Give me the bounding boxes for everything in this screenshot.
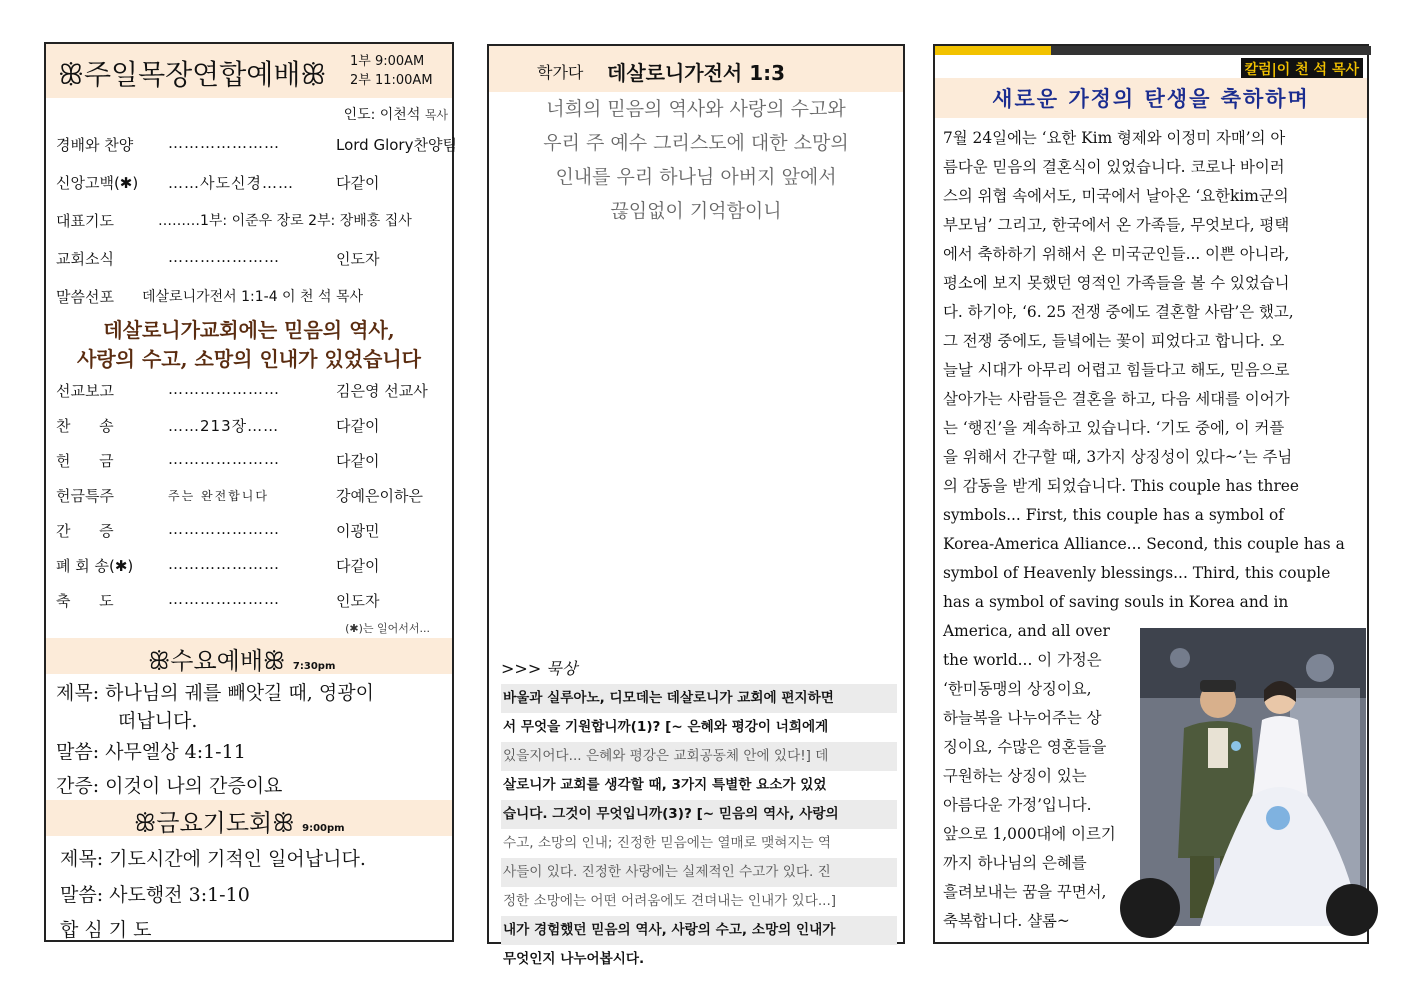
leader-title: 목사 [424,108,448,122]
order-item [56,282,448,310]
column-line: 름다운 믿음의 결혼식이 있었습니다. 코로나 바이러 [943,158,1285,176]
bible-study-panel [487,44,905,967]
column-line: the world... 이 가정은 [943,651,1102,669]
order-value: 인도자 [336,592,380,610]
friday-subject: 제목: 기도시간에 기적인 일어납니다. [60,848,366,870]
order-label: 경배와 찬양 [56,136,134,154]
column-line: 구원하는 상징이 있는 [943,767,1087,785]
time-first-service: 1부 9:00AM [350,54,425,69]
order-leader-dots: ………………… [168,134,280,152]
order-item [56,130,457,158]
column-line: 에서 축하하기 위해서 온 미국군인들... 이쁜 아니라, [943,245,1290,263]
meditation-line: 습니다. 그것이 무엇입니까(3)? [~ 믿음의 역사, 사랑의 [501,800,897,829]
wednesday-title-text: ꕥ수요예배ꕥ [148,647,286,675]
friday-title [134,803,345,838]
friday-scripture: 말씀: 사도행전 3:1-10 [60,884,250,906]
column-line: 하늘복을 나누어주는 상 [943,709,1102,727]
verse-line: 인내를 우리 하나님 아버지 앞에서 [555,166,837,188]
meditation-line: 바울과 실루아노, 디모데는 데살로니가 교회에 편지하면 [501,684,897,713]
column-line: symbols... First, this couple has a symbol of [943,506,1284,524]
leader-label: 인도: [343,107,376,123]
meditation-line: 정한 소망에는 어떤 어려움에도 견뎌내는 인내가 있다...] [503,893,837,909]
order-item [56,516,448,544]
wedding-couple-illustration [1140,628,1366,926]
order-label: 헌금특주 [56,487,114,505]
scripture-verse [489,92,903,228]
order-leader-dots: ………………… [168,248,280,266]
column-title: 새로운 가정의 탄생을 축하하며 [992,87,1310,111]
meditation-line: 있을지어다... 은혜와 평강은 교회공동체 안에 있다!] 데 [501,742,897,771]
order-value: 김은영 선교사 [336,382,428,400]
order-item [56,411,448,439]
column-line: 다. 하기야, ‘6. 25 전쟁 중에도 결혼할 사람’은 했고, [943,303,1294,321]
order-item [56,446,448,474]
offering-song: 주는 완전합니다 [168,489,269,503]
order-leader-dots: ………………… [168,380,280,398]
order-label: 헌 금 [56,452,114,470]
column-line: 7월 24일에는 ‘요한 Kim 형제와 이정미 자매’의 아 [943,129,1286,147]
column-line: 까지 하나님의 은혜를 [943,854,1087,872]
order-label: 찬 송 [56,417,114,435]
order-label: 축 도 [56,592,114,610]
wednesday-subject-cont: 떠납니다. [118,710,198,732]
meditation-text [501,684,897,974]
time-second-service: 2부 11:00AM [350,73,433,88]
meditation-line: 살로니가 교회를 생각할 때, 3가지 특별한 요소가 있었 [503,777,827,793]
column-line: 을 위해서 간구할 때, 3가지 상징성이 있다~’는 주님 [943,448,1293,466]
study-title: 데살로니가전서 1:3 [607,61,786,85]
column-line: 앞으로 1,000대에 이르기 [943,825,1116,843]
column-line: 부모님’ 그리고, 한국에서 온 가족들, 무엇보다, 평택 [943,216,1290,234]
wedding-photo [1140,628,1366,926]
wednesday-time: 7:30pm [292,661,336,672]
column-line: has a symbol of saving souls in Korea and in [943,593,1289,611]
order-value: 다같이 [336,174,380,192]
verse-line: 끊임없이 기억함이니 [610,200,782,222]
order-value: 다같이 [336,452,380,470]
column-line: 그 전쟁 중에도, 들녘에는 꽃이 피었다고 합니다. 오 [943,332,1285,350]
sunday-times [350,52,433,90]
order-value: 다같이 [336,557,380,575]
sunday-header [46,44,452,98]
friday-header [46,800,452,836]
column-line: 살아가는 사람들은 결혼을 하고, 다음 세대를 이어가 [943,390,1290,408]
accent-bar-dark [1051,46,1371,55]
wednesday-subject: 제목: 하나님의 궤를 빼앗길 때, 영광이 [56,682,374,704]
meditation-line: 사들이 있다. 진정한 사랑에는 실제적인 수고가 있다. 진 [501,858,897,887]
order-value: 다같이 [336,417,380,435]
order-item [56,376,448,404]
order-leader-dots: ……사도신경…… [168,174,294,192]
column-header [935,78,1367,118]
column-line: 축복합니다. 샬롬~ [943,912,1070,930]
order-label: 간 증 [56,522,114,540]
meditation-line: 서 무엇을 기원합니까(1)? [~ 은혜와 평강이 너희에게 [503,719,829,735]
verse-line: 우리 주 예수 그리스도에 대한 소망의 [543,132,849,154]
order-item [56,244,448,272]
standing-note: (✱)는 일어서서... [345,622,430,635]
leader-line [344,104,448,124]
meditation-line: 무엇인지 나누어봅시다. [503,951,645,967]
column-line: 평소에 보지 못했던 영적인 가족들을 볼 수 있었습니 [943,274,1290,292]
friday-title-text: ꕥ금요기도회ꕥ [134,809,295,837]
order-label: 신앙고백(✱) [56,174,139,192]
order-label: 교회소식 [56,250,114,268]
wednesday-scripture: 말씀: 사무엘상 4:1-11 [56,741,246,763]
order-item [56,481,448,509]
accent-bar [935,46,1051,55]
friday-prayer: 합 심 기 도 [60,919,152,941]
column-line: 의 감동을 받게 되었습니다. This couple has three [943,477,1300,495]
wednesday-testimony: 간증: 이것이 나의 간증이요 [56,775,283,797]
column-line: Korea-America Alliance... Second, this couple has a [943,535,1345,553]
column-panel [933,44,1369,944]
order-leader-dots: ………………… [168,555,280,573]
sermon-line: 데살로니가교회에는 믿음의 역사, [103,318,395,342]
order-item [56,168,448,196]
column-line: America, and all over [943,622,1110,640]
meditation-line: 내가 경험했던 믿음의 역사, 사랑의 수고, 소망의 인내가 [501,916,897,945]
sermon-passage: 데살로니가전서 1:1-4 이 천 석 목사 [142,289,364,305]
wednesday-title [148,641,335,676]
study-header [489,46,903,92]
order-label: 말씀선포 [56,288,114,306]
verse-line: 너희의 믿음의 역사와 사랑의 수고와 [546,98,846,120]
prayer-leaders: ………1부: 이준우 장로 2부: 장배홍 집사 [158,213,412,229]
sunday-title: ꕥ주일목장연합예배ꕥ [58,58,327,91]
column-line: 징이요, 수많은 영혼들을 [943,738,1107,756]
study-prefix: 학가다 [537,63,584,82]
order-value: 이광민 [336,522,380,540]
order-label: 대표기도 [56,212,114,230]
order-item [56,586,448,614]
order-leader-dots: ………………… [168,520,280,538]
column-line: 아름다운 가정’입니다. [943,796,1092,814]
column-line: ‘한미동맹의 상징이요, [943,680,1092,698]
order-leader-dots: ………………… [168,450,280,468]
wednesday-header [46,638,452,674]
order-value: Lord Glory찬양팀 [336,136,457,154]
hymn-number: ……213장…… [168,417,280,435]
order-item [56,206,448,234]
worship-order-panel [44,42,457,942]
column-line: 는 ‘행진’을 계속하고 있습니다. ‘기도 중에, 이 커플 [943,419,1285,437]
order-label: 선교보고 [56,382,114,400]
meditation-label: >>> 묵상 [501,659,578,678]
order-label: 폐 회 송(✱) [56,557,134,575]
order-value: 인도자 [336,250,380,268]
order-item [56,551,448,579]
sermon-title [46,316,452,374]
column-line: 스의 위협 속에서도, 미국에서 날아온 ‘요한kim군의 [943,187,1289,205]
meditation-line: 수고, 소망의 인내; 진정한 믿음에는 열매로 맺혀지는 역 [503,835,832,851]
column-line: 늘날 시대가 아무리 어렵고 힘들다고 해도, 믿음으로 [943,361,1290,379]
column-line: symbol of Heavenly blessings... Third, this couple [943,564,1331,582]
column-line: 흘려보내는 꿈을 꾸면서, [943,883,1107,901]
column-author-badge: 칼럼|이 천 석 목사 [1241,58,1363,80]
leader-name: 이천석 [379,107,421,123]
order-value: 강예은이하은 [336,487,423,505]
order-leader-dots: ………………… [168,590,280,608]
sermon-line: 사랑의 수고, 소망의 인내가 있었습니다 [77,347,421,371]
friday-time: 9:00pm [302,823,345,834]
